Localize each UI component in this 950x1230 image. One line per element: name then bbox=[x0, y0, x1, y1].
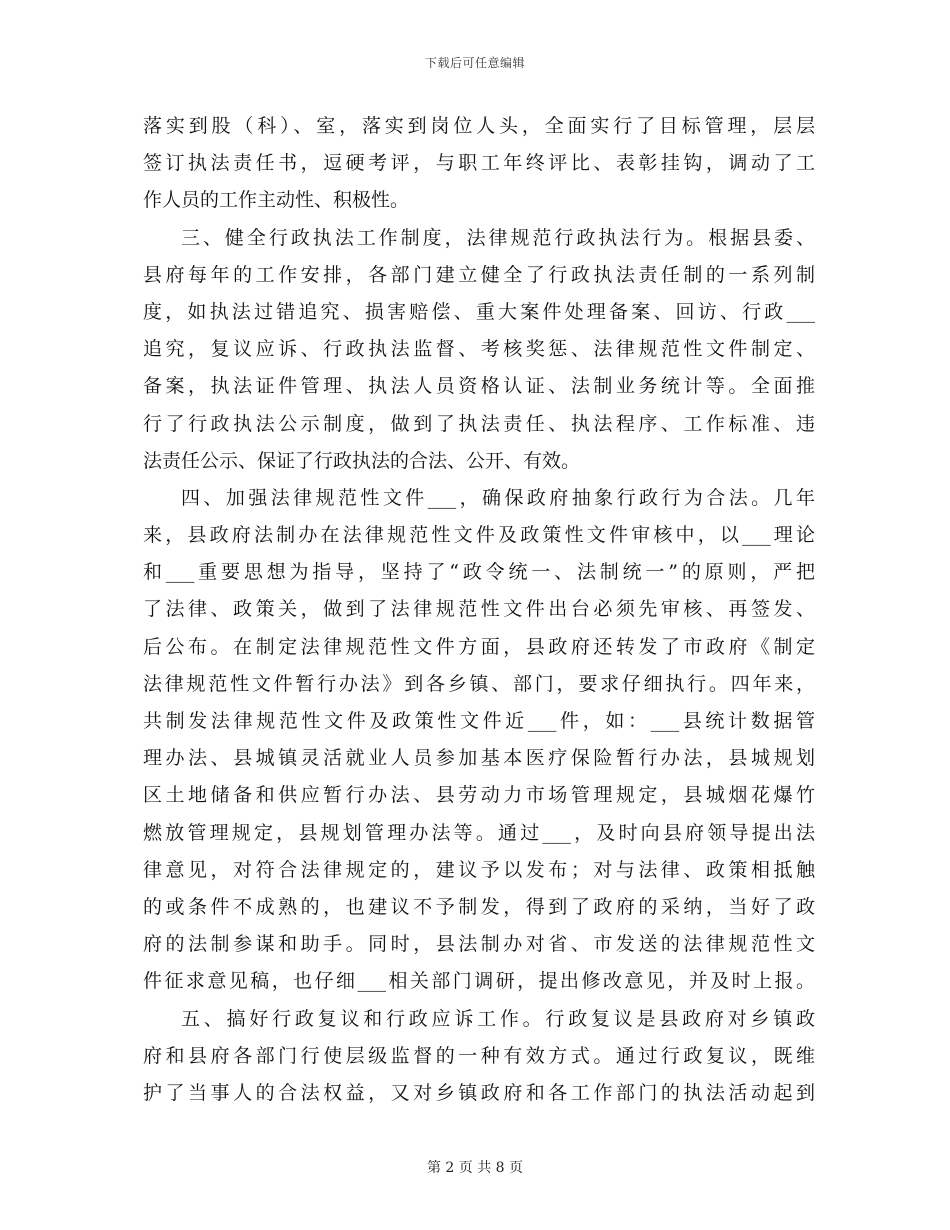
document-body bbox=[143, 108, 815, 1112]
text-line: 后公布。在制定法律规范性文件方面，县政府还转发了市政府《制定 bbox=[143, 635, 815, 658]
paragraph-start-line: 五、搞好行政复议和行政应诉工作。行政复议是县政府对乡镇政 bbox=[181, 1007, 815, 1030]
text-line: 了法律、政策关，做到了法律规范性文件出台必须先审核、再签发、 bbox=[143, 598, 815, 621]
text-line: 律意见，对符合法律规定的，建议予以发布；对与法律、政策相抵触 bbox=[143, 858, 815, 881]
text-line: 法律规范性文件暂行办法》到各乡镇、部门，要求仔细执行。四年来， bbox=[143, 672, 815, 695]
text-line: 签订执法责任书，逗硬考评，与职工年终评比、表彰挂钩，调动了工 bbox=[143, 152, 815, 175]
text-line: 来，县政府法制办在法律规范性文件及政策性文件审核中，以___理论 bbox=[143, 524, 815, 547]
paragraph-start-line: 四、加强法律规范性文件___，确保政府抽象行政行为合法。几年 bbox=[181, 486, 815, 509]
text-line: 法责任公示、保证了行政执法的合法、公开、有效。 bbox=[143, 449, 581, 472]
paragraph-start-line: 三、健全行政执法工作制度，法律规范行政执法行为。根据县委、 bbox=[181, 226, 815, 249]
text-line: 的或条件不成熟的，也建议不予制发，得到了政府的采纳，当好了政 bbox=[143, 895, 815, 918]
text-line: 作人员的工作主动性、积极性。 bbox=[143, 189, 410, 212]
text-line: 县府每年的工作安排，各部门建立健全了行政执法责任制的一系列制 bbox=[143, 263, 815, 286]
page-header-note: 下载后可任意编辑 bbox=[424, 56, 525, 70]
text-line: 件征求意见稿，也仔细___相关部门调研，提出修改意见，并及时上报。 bbox=[143, 970, 815, 993]
text-line: 理办法、县城镇灵活就业人员参加基本医疗保险暂行办法，县城规划 bbox=[143, 747, 815, 770]
text-line: 落实到股（科）、室，落实到岗位人头，全面实行了目标管理，层层 bbox=[143, 115, 815, 137]
text-line: 府和县府各部门行使层级监督的一种有效方式。通过行政复议，既维 bbox=[143, 1044, 815, 1067]
text-line: 燃放管理规定，县规划管理办法等。通过___，及时向县府领导提出法 bbox=[143, 821, 815, 844]
text-line: 行了行政执法公示制度，做到了执法责任、执法程序、工作标准、违 bbox=[143, 412, 815, 435]
text-line: 追究，复议应诉、行政执法监督、考核奖惩、法律规范性文件制定、 bbox=[143, 338, 815, 361]
text-line: 区土地储备和供应暂行办法、县劳动力市场管理规定，县城烟花爆竹 bbox=[143, 784, 815, 807]
text-line: 备案，执法证件管理、执法人员资格认证、法制业务统计等。全面推 bbox=[143, 375, 815, 398]
text-line: 护了当事人的合法权益，又对乡镇政府和各工作部门的执法活动起到 bbox=[143, 1081, 815, 1104]
page-number: 第 2 页 共 8 页 bbox=[426, 1160, 524, 1176]
text-line: 度，如执法过错追究、损害赔偿、重大案件处理备案、回访、行政___ bbox=[143, 300, 815, 323]
text-line: 和___重要思想为指导，坚持了“政令统一、法制统一”的原则，严把 bbox=[143, 561, 815, 584]
text-line: 府的法制参谋和助手。同时，县法制办对省、市发送的法律规范性文 bbox=[143, 933, 815, 956]
text-line: 共制发法律规范性文件及政策性文件近___件，如：___县统计数据管 bbox=[143, 710, 815, 732]
